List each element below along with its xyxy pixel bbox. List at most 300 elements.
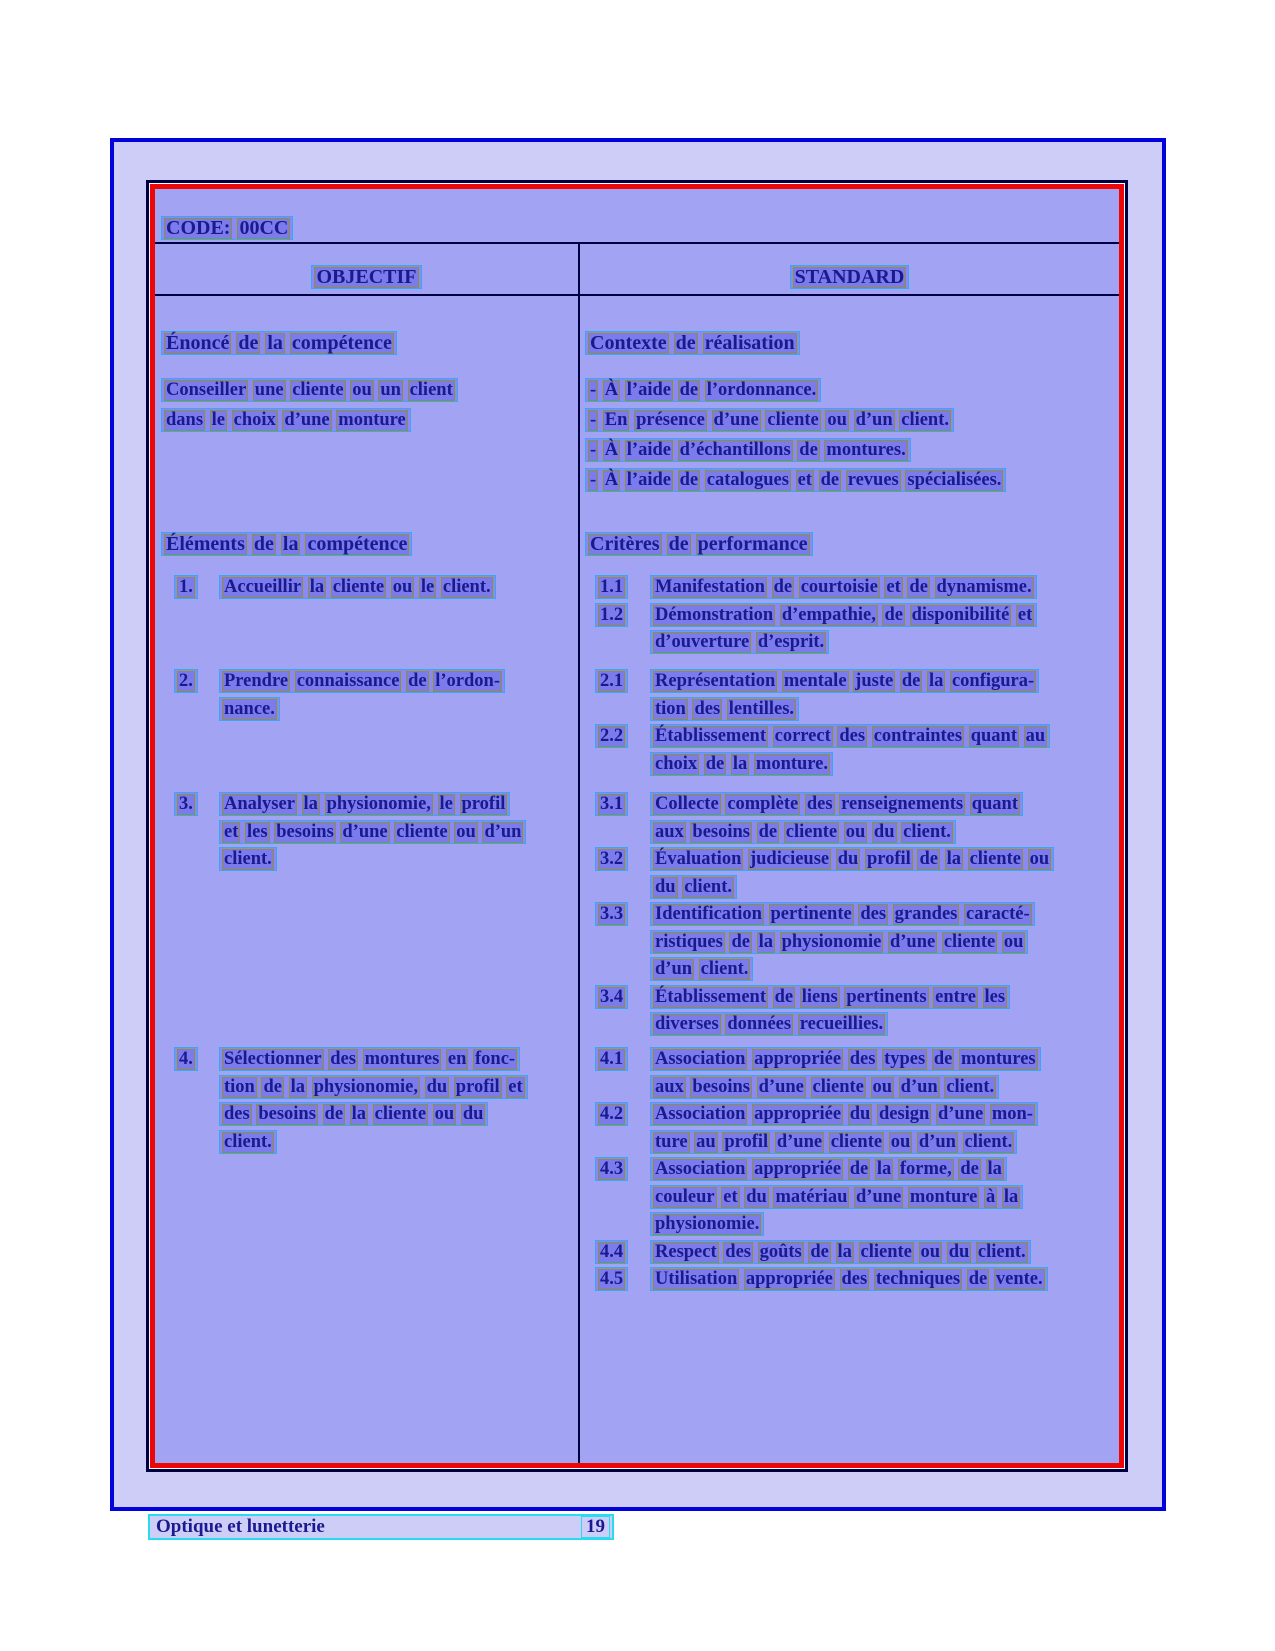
- word-highlight: dynamisme.: [936, 577, 1032, 597]
- word-highlight: monture.: [755, 753, 829, 774]
- word-highlight: la: [351, 1104, 367, 1124]
- word-highlight: -: [590, 410, 597, 430]
- word-highlight: en: [447, 1049, 467, 1069]
- text-line: [650, 1239, 1119, 1267]
- word-highlight: ristiques: [655, 931, 723, 952]
- text-line: [650, 1266, 1119, 1294]
- word-highlight: 1.1: [600, 577, 624, 597]
- word-highlight: dans: [166, 410, 204, 430]
- critere-item: [585, 846, 1119, 901]
- word-highlight: contraintes: [873, 726, 963, 746]
- word-highlight: Utilisation: [655, 1269, 738, 1289]
- word-highlight: cliente: [767, 410, 819, 430]
- word-highlight: physionomie,: [313, 1076, 418, 1097]
- word-highlight: cliente: [969, 849, 1021, 869]
- word-highlight: client.: [901, 410, 950, 430]
- text-line: [219, 668, 580, 696]
- item-band: [155, 791, 1119, 1039]
- word-highlight: -: [590, 470, 597, 490]
- word-highlight: couleur: [655, 1186, 715, 1207]
- word-highlight: la: [732, 753, 748, 774]
- word-highlight: cliente: [374, 1104, 427, 1124]
- word-highlight: des: [725, 1241, 751, 1262]
- word-highlight: quant: [970, 726, 1017, 746]
- word-highlight: d’un: [918, 1131, 956, 1152]
- word-highlight: spécialisées.: [907, 470, 1002, 490]
- contexte-title: [585, 331, 800, 355]
- word-highlight: et: [723, 1186, 738, 1207]
- text-line: [650, 1184, 1119, 1212]
- word-highlight: physionomie.: [655, 1214, 760, 1234]
- word-highlight: 3.2: [600, 849, 624, 869]
- page-footer: [148, 1514, 614, 1540]
- word-highlight: la: [267, 332, 283, 354]
- word-highlight: configura-: [951, 671, 1035, 691]
- critere-item: [585, 1046, 1119, 1101]
- item-number: [595, 575, 628, 599]
- word-highlight: client.: [964, 1131, 1013, 1152]
- word-highlight: Sélectionner: [224, 1049, 322, 1069]
- word-highlight: cliente: [812, 1076, 864, 1097]
- word-highlight: aux: [655, 1076, 684, 1097]
- word-highlight: Identification: [655, 904, 762, 924]
- word-highlight: besoins: [276, 821, 334, 842]
- word-highlight: nance.: [224, 698, 275, 719]
- word-highlight: client.: [903, 821, 951, 842]
- word-highlight: ou: [434, 1104, 455, 1124]
- word-highlight: l’aide: [626, 470, 671, 490]
- word-highlight: montures: [960, 1049, 1036, 1069]
- word-highlight: client: [409, 380, 453, 400]
- word-highlight: d’un: [655, 959, 693, 979]
- word-highlight: Évaluation: [655, 849, 742, 869]
- critere-item: [585, 1101, 1119, 1156]
- text-line: [650, 1011, 1119, 1039]
- word-highlight: performance: [697, 533, 808, 555]
- word-highlight: 3.4: [600, 986, 624, 1007]
- word-highlight: des: [694, 698, 721, 719]
- text-line: [650, 602, 1119, 630]
- word-highlight: recueillies.: [799, 1014, 884, 1034]
- word-highlight: du: [462, 1104, 484, 1124]
- word-highlight: des: [841, 1269, 868, 1289]
- word-highlight: de: [968, 1269, 988, 1289]
- critere-item: [585, 791, 1119, 846]
- word-highlight: 3.: [179, 794, 193, 814]
- table-body: [155, 296, 1119, 1463]
- item-number: [595, 902, 628, 926]
- critere-item: [585, 1156, 1119, 1239]
- critere-item: [585, 901, 1119, 984]
- word-highlight: et: [797, 470, 812, 490]
- word-highlight: 4.: [179, 1049, 193, 1069]
- text-line: [219, 1074, 580, 1102]
- text-line: [219, 791, 580, 819]
- word-highlight: ou: [827, 410, 847, 430]
- word-highlight: d’échantillons: [679, 440, 791, 460]
- word-highlight: 2.: [179, 671, 193, 691]
- word-highlight: 4.5: [600, 1269, 624, 1289]
- word-highlight: pertinente: [770, 904, 852, 924]
- text-line: [650, 819, 1119, 847]
- word-highlight: d’un: [855, 410, 893, 430]
- word-highlight: du: [873, 821, 895, 842]
- word-highlight: des: [224, 1104, 250, 1124]
- word-highlight: de: [773, 577, 793, 597]
- word-highlight: de: [679, 380, 699, 400]
- word-highlight: données: [727, 1014, 792, 1034]
- word-highlight: la: [837, 1241, 852, 1262]
- word-highlight: d’une: [758, 1076, 804, 1097]
- text-line: [650, 984, 1119, 1012]
- item-number: [595, 1102, 628, 1126]
- word-highlight: la: [876, 1159, 892, 1179]
- word-highlight: Respect: [655, 1241, 717, 1262]
- word-highlight: goûts: [759, 1241, 802, 1262]
- word-highlight: compétence: [307, 533, 408, 555]
- item-number: [595, 669, 628, 693]
- word-highlight: 4.3: [600, 1159, 624, 1179]
- word-highlight: Association: [655, 1104, 746, 1124]
- word-highlight: besoins: [692, 1076, 750, 1097]
- word-highlight: lentilles.: [728, 698, 795, 719]
- word-highlight: de: [774, 986, 794, 1007]
- word-highlight: 2.2: [600, 726, 624, 746]
- document-page: [110, 138, 1166, 1511]
- word-highlight: montures: [364, 1049, 440, 1069]
- word-highlight: du: [746, 1186, 767, 1207]
- word-highlight: de: [758, 821, 778, 842]
- word-highlight: l’ordonnance.: [706, 380, 817, 400]
- word-highlight: les: [984, 986, 1006, 1007]
- word-highlight: Conseiller: [166, 380, 247, 400]
- word-highlight: catalogues: [706, 470, 789, 490]
- word-highlight: la: [946, 849, 961, 869]
- word-highlight: renseignements: [841, 794, 964, 814]
- text-line: [219, 696, 580, 724]
- text-line: [219, 819, 580, 847]
- word-highlight: l’aide: [626, 380, 671, 400]
- word-highlight: appropriée: [754, 1159, 842, 1179]
- word-highlight: fonc-: [475, 1049, 516, 1069]
- word-highlight: ou: [456, 821, 476, 842]
- text-line: [650, 1101, 1119, 1129]
- word-highlight: de: [810, 1241, 829, 1262]
- word-highlight: de: [884, 604, 903, 625]
- word-highlight: d’une: [937, 1104, 984, 1124]
- word-highlight: de: [731, 931, 750, 952]
- word-highlight: de: [799, 440, 818, 460]
- criteres-title: [585, 532, 813, 556]
- word-highlight: ou: [920, 1241, 941, 1262]
- item-number: [595, 1047, 628, 1071]
- word-highlight: réalisation: [704, 332, 795, 354]
- text-line: [650, 574, 1119, 602]
- word-highlight: ou: [845, 821, 866, 842]
- word-highlight: d’ouverture: [655, 632, 750, 652]
- text-line: [650, 723, 1119, 751]
- word-highlight: l’aide: [626, 440, 671, 460]
- word-highlight: 3.3: [600, 904, 624, 924]
- objectif-element: [161, 791, 580, 874]
- word-highlight: un: [380, 380, 401, 400]
- word-highlight: des: [839, 726, 866, 746]
- word-highlight: Éléments: [166, 533, 245, 555]
- critere-item: [585, 668, 1119, 723]
- word-highlight: de: [849, 1159, 869, 1179]
- word-highlight: de: [668, 533, 689, 555]
- text-line: [650, 1156, 1119, 1184]
- word-highlight: choix: [233, 410, 276, 430]
- word-highlight: présence: [636, 410, 705, 430]
- word-highlight: d’une: [342, 821, 388, 842]
- page-number: 19: [581, 1516, 610, 1538]
- word-highlight: des: [849, 1049, 876, 1069]
- word-highlight: connaissance: [296, 671, 400, 691]
- word-highlight: besoins: [692, 821, 750, 842]
- word-highlight: de: [909, 577, 928, 597]
- text-line: [585, 467, 1119, 497]
- word-highlight: à: [986, 1186, 996, 1207]
- text-line: [650, 1211, 1119, 1239]
- word-highlight: ture: [655, 1131, 688, 1152]
- competency-table: [146, 180, 1128, 1472]
- word-highlight: diverses: [655, 1014, 719, 1034]
- text-line: [650, 1129, 1119, 1157]
- item-number: [595, 1157, 628, 1181]
- word-highlight: Collecte: [655, 794, 719, 814]
- item-number: [595, 847, 628, 871]
- word-highlight: d’un: [900, 1076, 938, 1097]
- word-highlight: Contexte: [590, 332, 667, 354]
- word-highlight: monture: [338, 410, 406, 430]
- text-line: [650, 791, 1119, 819]
- word-highlight: Critères: [590, 533, 660, 555]
- critere-item: [585, 1266, 1119, 1294]
- word-highlight: choix: [655, 753, 698, 774]
- word-highlight: forme,: [899, 1159, 952, 1179]
- text-line: [650, 751, 1119, 779]
- word-highlight: et: [886, 577, 901, 597]
- text-line: [650, 1046, 1119, 1074]
- word-highlight: de: [933, 1049, 953, 1069]
- word-highlight: de: [408, 671, 427, 691]
- word-highlight: de: [679, 470, 699, 490]
- word-highlight: juste: [855, 671, 894, 691]
- word-highlight: physionomie: [781, 931, 882, 952]
- word-highlight: de: [901, 671, 921, 691]
- enonce-title: [161, 331, 397, 355]
- objectif-header: [311, 265, 421, 289]
- word-highlight: la: [309, 577, 325, 597]
- word-highlight: du: [837, 849, 859, 869]
- item-number: [595, 603, 628, 627]
- word-highlight: des: [860, 904, 887, 924]
- word-highlight: judicieuse: [749, 849, 830, 869]
- word-highlight: Démonstration: [655, 604, 774, 625]
- word-highlight: ou: [1029, 849, 1050, 869]
- word-highlight: la: [987, 1159, 1002, 1179]
- word-highlight: types: [884, 1049, 926, 1069]
- table-red-border: [150, 184, 1124, 1468]
- word-highlight: 4.1: [600, 1049, 624, 1069]
- word-highlight: et: [1017, 604, 1033, 625]
- word-highlight: Énoncé: [166, 332, 230, 354]
- item-band: [155, 1046, 1119, 1294]
- word-highlight: de: [238, 332, 259, 354]
- word-highlight: 1.2: [600, 604, 624, 625]
- word-highlight: 2.1: [600, 671, 624, 691]
- word-highlight: la: [282, 533, 299, 555]
- word-highlight: client.: [224, 1131, 272, 1152]
- word-highlight: Analyser: [224, 794, 295, 814]
- section-titles-band-2: [155, 531, 1119, 559]
- word-highlight: des: [330, 1049, 356, 1069]
- word-highlight: la: [758, 931, 773, 952]
- word-highlight: de: [253, 533, 274, 555]
- word-highlight: de: [919, 849, 938, 869]
- item-number: [595, 724, 628, 748]
- item-number: [174, 1047, 198, 1071]
- word-highlight: matériau: [775, 1186, 848, 1207]
- word-highlight: 3.1: [600, 794, 624, 814]
- word-highlight: cliente: [943, 931, 996, 952]
- text-line: [219, 574, 580, 602]
- word-highlight: disponibilité: [911, 604, 1010, 625]
- word-highlight: vente.: [995, 1269, 1043, 1289]
- item-number: [174, 575, 198, 599]
- word-highlight: les: [247, 821, 268, 842]
- word-highlight: compétence: [291, 332, 392, 354]
- word-highlight: la: [303, 794, 318, 814]
- item-band: [155, 668, 1119, 778]
- word-highlight: des: [806, 794, 833, 814]
- text-line: [650, 696, 1119, 724]
- word-highlight: Représentation: [655, 671, 776, 691]
- item-number: [595, 1240, 628, 1264]
- word-highlight: À: [604, 440, 619, 460]
- word-highlight: appropriée: [745, 1269, 833, 1289]
- word-highlight: cliente: [332, 577, 385, 597]
- item-number: [595, 792, 628, 816]
- word-highlight: de: [324, 1104, 344, 1124]
- word-highlight: appropriée: [754, 1104, 842, 1124]
- word-highlight: Association: [655, 1159, 746, 1179]
- text-line: [161, 377, 580, 407]
- word-highlight: de: [675, 332, 696, 354]
- word-highlight: À: [604, 380, 619, 400]
- word-highlight: En: [604, 410, 628, 430]
- text-line: [219, 1101, 580, 1129]
- word-highlight: cliente: [830, 1131, 883, 1152]
- word-highlight: la: [290, 1076, 305, 1097]
- word-highlight: d’empathie,: [781, 604, 876, 625]
- word-highlight: complète: [727, 794, 799, 814]
- critere-item: [585, 723, 1119, 778]
- section-titles-band: [155, 330, 1119, 358]
- text-line: [650, 929, 1119, 957]
- text-line: [585, 377, 1119, 407]
- critere-item: [585, 602, 1119, 657]
- header-cell-objectif: [155, 244, 578, 294]
- word-highlight: client.: [977, 1241, 1026, 1262]
- word-highlight: profil: [455, 1076, 500, 1097]
- text-line: [650, 629, 1119, 657]
- word-highlight: Manifestation: [655, 577, 765, 597]
- intro-band: [155, 377, 1119, 497]
- word-highlight: d’une: [284, 410, 330, 430]
- word-highlight: la: [1003, 1186, 1019, 1207]
- text-line: [650, 668, 1119, 696]
- critere-item: [585, 984, 1119, 1039]
- code-label: [161, 216, 293, 240]
- word-highlight: ou: [872, 1076, 893, 1097]
- word-highlight: Prendre: [224, 671, 289, 691]
- word-highlight: du: [655, 876, 676, 897]
- text-line: [161, 407, 580, 437]
- word-highlight: d’une: [889, 931, 936, 952]
- word-highlight: À: [604, 470, 619, 490]
- item-band: [155, 574, 1119, 657]
- text-line: [219, 1046, 580, 1074]
- word-highlight: montures.: [826, 440, 906, 460]
- word-highlight: caracté-: [965, 904, 1030, 924]
- word-highlight: du: [849, 1104, 871, 1124]
- word-highlight: l’ordon-: [435, 671, 500, 691]
- word-highlight: besoins: [258, 1104, 316, 1124]
- word-highlight: Association: [655, 1049, 746, 1069]
- word-highlight: la: [928, 671, 944, 691]
- text-line: [585, 407, 1119, 437]
- word-highlight: OBJECTIF: [316, 266, 417, 288]
- word-highlight: profil: [866, 849, 911, 869]
- word-highlight: cliente: [860, 1241, 912, 1262]
- word-highlight: ou: [890, 1131, 911, 1152]
- footer-title: Optique et lunetterie: [156, 1516, 325, 1537]
- word-highlight: appropriée: [754, 1049, 842, 1069]
- word-highlight: d’un: [484, 821, 522, 842]
- text-line: [650, 846, 1119, 874]
- item-number: [595, 985, 628, 1009]
- word-highlight: courtoisie: [800, 577, 878, 597]
- word-highlight: de: [705, 753, 725, 774]
- text-line: [650, 901, 1119, 929]
- word-highlight: entre: [935, 986, 976, 1007]
- header-cell-standard: [578, 244, 1119, 294]
- objectif-element: [161, 668, 580, 723]
- word-highlight: client.: [700, 959, 749, 979]
- text-line: [650, 956, 1119, 984]
- word-highlight: Établissement: [655, 986, 766, 1007]
- word-highlight: 1.: [179, 577, 193, 597]
- word-highlight: le: [420, 577, 435, 597]
- elements-title: [161, 532, 412, 556]
- item-number: [595, 1267, 628, 1291]
- standard-header: [790, 265, 910, 289]
- enonce-statement: [155, 377, 580, 497]
- word-highlight: 4.2: [600, 1104, 624, 1124]
- word-highlight: tion: [655, 698, 686, 719]
- word-highlight: mentale: [783, 671, 847, 691]
- word-highlight: d’une: [856, 1186, 902, 1207]
- word-highlight: client.: [946, 1076, 995, 1097]
- word-highlight: et: [224, 821, 239, 842]
- word-highlight: design: [878, 1104, 930, 1124]
- word-highlight: de: [960, 1159, 979, 1179]
- word-highlight: au: [696, 1131, 716, 1152]
- text-line: [650, 874, 1119, 902]
- word-highlight: du: [426, 1076, 448, 1097]
